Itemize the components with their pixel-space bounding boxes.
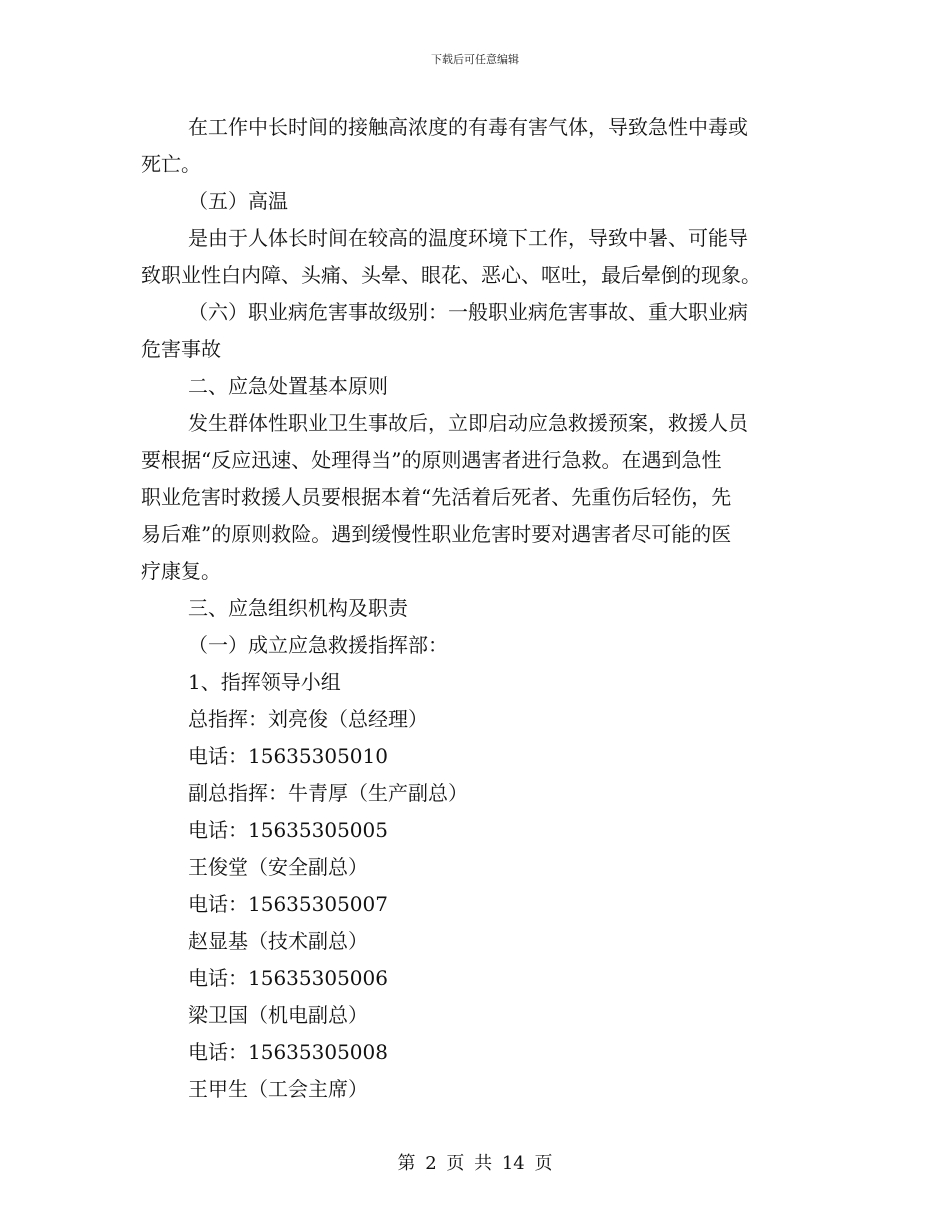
contact-phone: 电话：15635305006 xyxy=(188,966,388,990)
contact-name: 总指挥：刘亮俊（总经理） xyxy=(188,707,428,731)
subsection-heading: （一）成立应急救援指挥部： xyxy=(188,633,448,657)
paragraph-line: 职业危害时救援人员要根据本着“先活着后死者、先重伤后轻伤，先 xyxy=(141,485,732,509)
contact-name: 赵显基（技术副总） xyxy=(188,929,368,953)
contact-phone: 电话：15635305010 xyxy=(188,744,388,768)
contact-name: 副总指挥：牛青厚（生产副总） xyxy=(188,781,468,805)
contact-phone: 电话：15635305008 xyxy=(188,1040,388,1064)
page-number-footer: 第 2 页 共 14 页 xyxy=(397,1153,553,1174)
contact-name: 梁卫国（机电副总） xyxy=(188,1003,368,1027)
contact-name: 王甲生（工会主席） xyxy=(188,1077,368,1101)
section-heading: 三、应急组织机构及职责 xyxy=(188,596,408,620)
paragraph-line: 发生群体性职业卫生事故后，立即启动应急救援预案，救援人员 xyxy=(188,411,748,435)
contact-name: 王俊堂（安全副总） xyxy=(188,855,368,879)
paragraph-line: 要根据“反应迅速、处理得当”的原则遇害者进行急救。在遇到急性 xyxy=(141,448,722,472)
paragraph-line: 危害事故 xyxy=(141,337,221,361)
contact-phone: 电话：15635305007 xyxy=(188,892,388,916)
paragraph-line: 疗康复。 xyxy=(141,559,221,583)
paragraph-line: 死亡。 xyxy=(141,152,201,176)
subsection-heading: 1、指挥领导小组 xyxy=(188,670,341,694)
page-header: 下载后可任意编辑 xyxy=(431,53,519,66)
paragraph-line: 是由于人体长时间在较高的温度环境下工作，导致中暑、可能导 xyxy=(188,226,748,250)
paragraph-line: 易后难”的原则救险。遇到缓慢性职业危害时要对遇害者尽可能的医 xyxy=(141,522,732,546)
contact-phone: 电话：15635305005 xyxy=(188,818,388,842)
paragraph-line: 致职业性白内障、头痛、头晕、眼花、恶心、呕吐，最后晕倒的现象。 xyxy=(141,263,761,287)
section-heading: （五）高温 xyxy=(188,189,288,213)
section-heading: 二、应急处置基本原则 xyxy=(188,374,388,398)
paragraph-line: （六）职业病危害事故级别：一般职业病危害事故、重大职业病 xyxy=(188,300,748,324)
document-body xyxy=(141,109,811,1108)
paragraph-line: 在工作中长时间的接触高浓度的有毒有害气体，导致急性中毒或 xyxy=(188,115,748,139)
